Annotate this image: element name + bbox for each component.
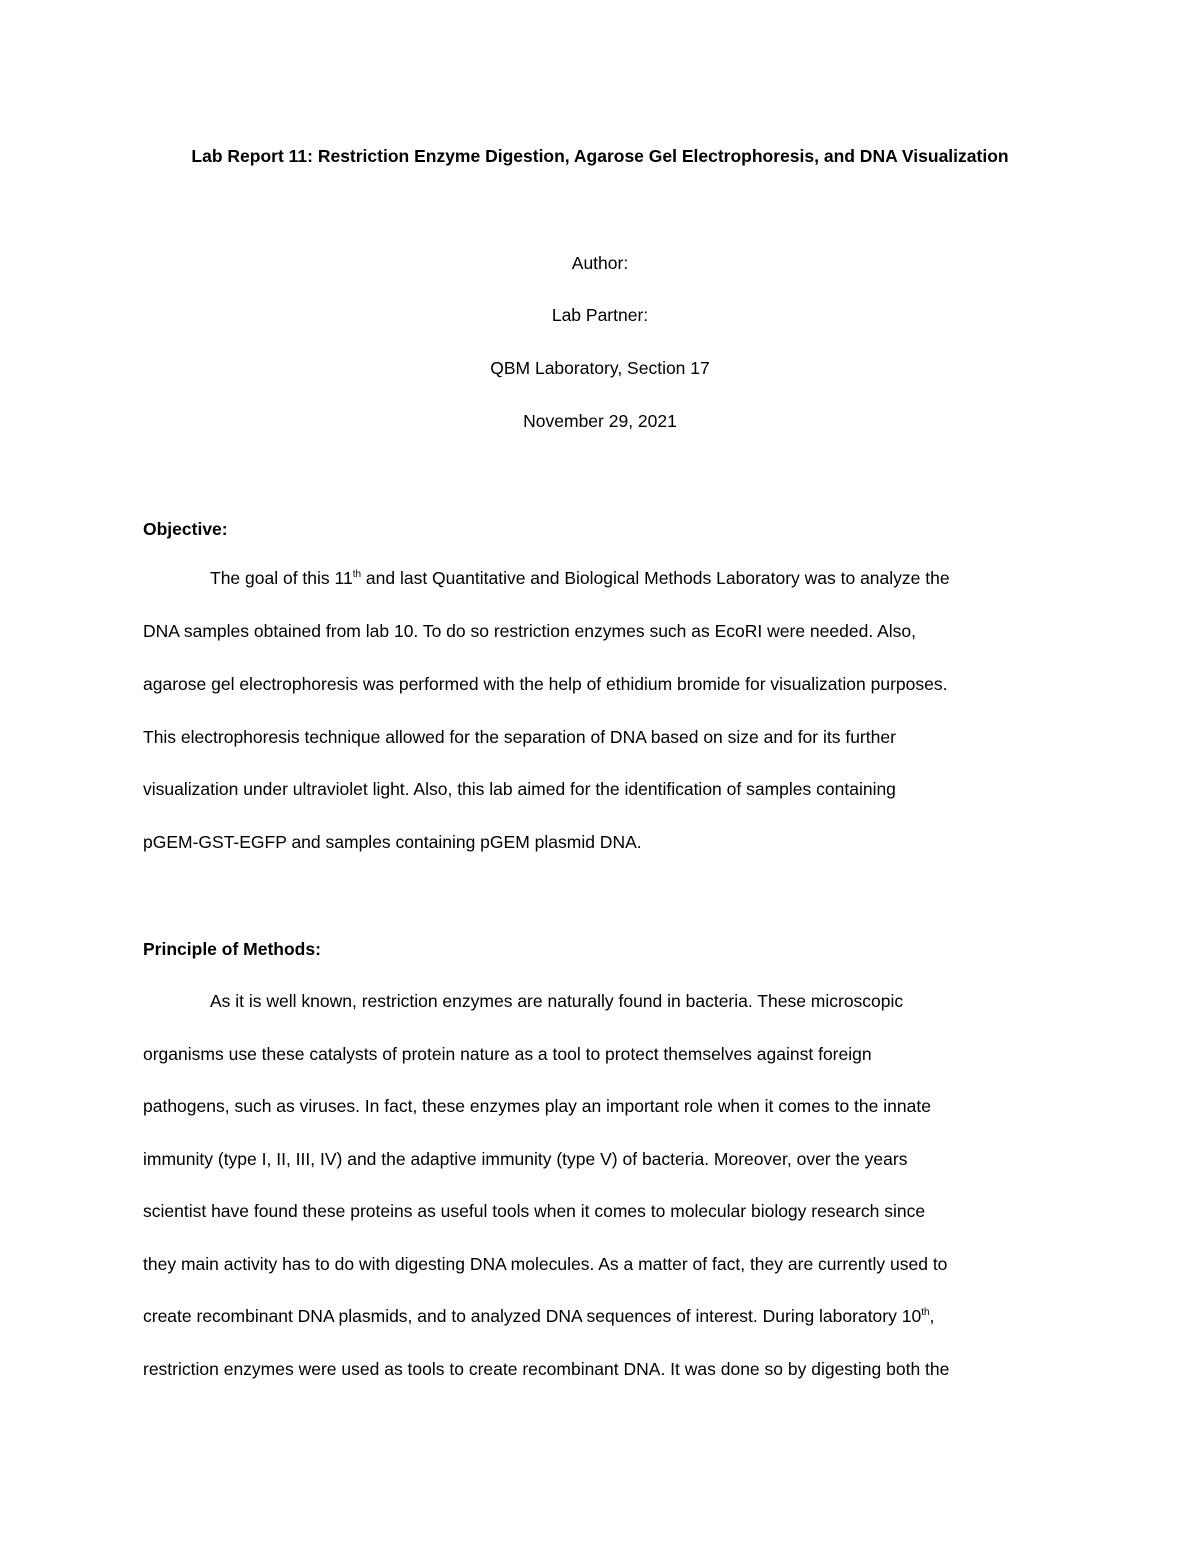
author-line: Author: <box>571 253 629 273</box>
lab-partner-line: Lab Partner: <box>551 305 649 325</box>
principle-line: scientist have found these proteins as useful tools when it comes to molecular biology research since <box>143 1201 926 1221</box>
principle-line: they main activity has to do with digesting DNA molecules. As a matter of fact, they are currently used to <box>143 1254 948 1274</box>
principle-line-text: create recombinant DNA plasmids, and to analyzed DNA sequences of interest. During laboratory 10 <box>143 1306 922 1326</box>
objective-line: This electrophoresis technique allowed for the separation of DNA based on size and for its further <box>143 727 896 747</box>
objective-line: pGEM-GST-EGFP and samples containing pGEM plasmid DNA. <box>143 832 642 852</box>
objective-line: DNA samples obtained from lab 10. To do so restriction enzymes such as EcoRI were needed. Also, <box>143 621 916 641</box>
principle-line: restriction enzymes were used as tools to create recombinant DNA. It was done so by digesting both the <box>143 1359 950 1379</box>
objective-line-text: and last Quantitative and Biological Methods Laboratory was to analyze the <box>361 568 950 588</box>
ordinal-suffix: th <box>921 1307 930 1319</box>
principle-line <box>143 1304 934 1328</box>
section-line: QBM Laboratory, Section 17 <box>490 358 710 378</box>
principle-heading: Principle of Methods: <box>143 939 321 959</box>
date-line: November 29, 2021 <box>523 411 677 431</box>
report-title: Lab Report 11: Restriction Enzyme Digestion, Agarose Gel Electrophoresis, and DNA Visualization <box>191 146 1009 166</box>
objective-line: agarose gel electrophoresis was performed with the help of ethidium bromide for visualization purposes. <box>143 674 948 694</box>
principle-line: immunity (type I, II, III, IV) and the adaptive immunity (type V) of bacteria. Moreover, over the years <box>143 1149 908 1169</box>
principle-line: organisms use these catalysts of protein nature as a tool to protect themselves against foreign <box>143 1044 872 1064</box>
objective-line: visualization under ultraviolet light. Also, this lab aimed for the identification of samples containing <box>143 779 896 799</box>
principle-line: As it is well known, restriction enzymes are naturally found in bacteria. These microscopic <box>210 991 904 1011</box>
ordinal-suffix: th <box>352 569 362 581</box>
principle-line: pathogens, such as viruses. In fact, these enzymes play an important role when it comes to the innate <box>143 1096 931 1116</box>
objective-heading: Objective: <box>143 519 228 539</box>
objective-line <box>210 566 950 590</box>
objective-line-text: The goal of this 11 <box>210 568 353 588</box>
principle-line-text: , <box>929 1306 935 1326</box>
